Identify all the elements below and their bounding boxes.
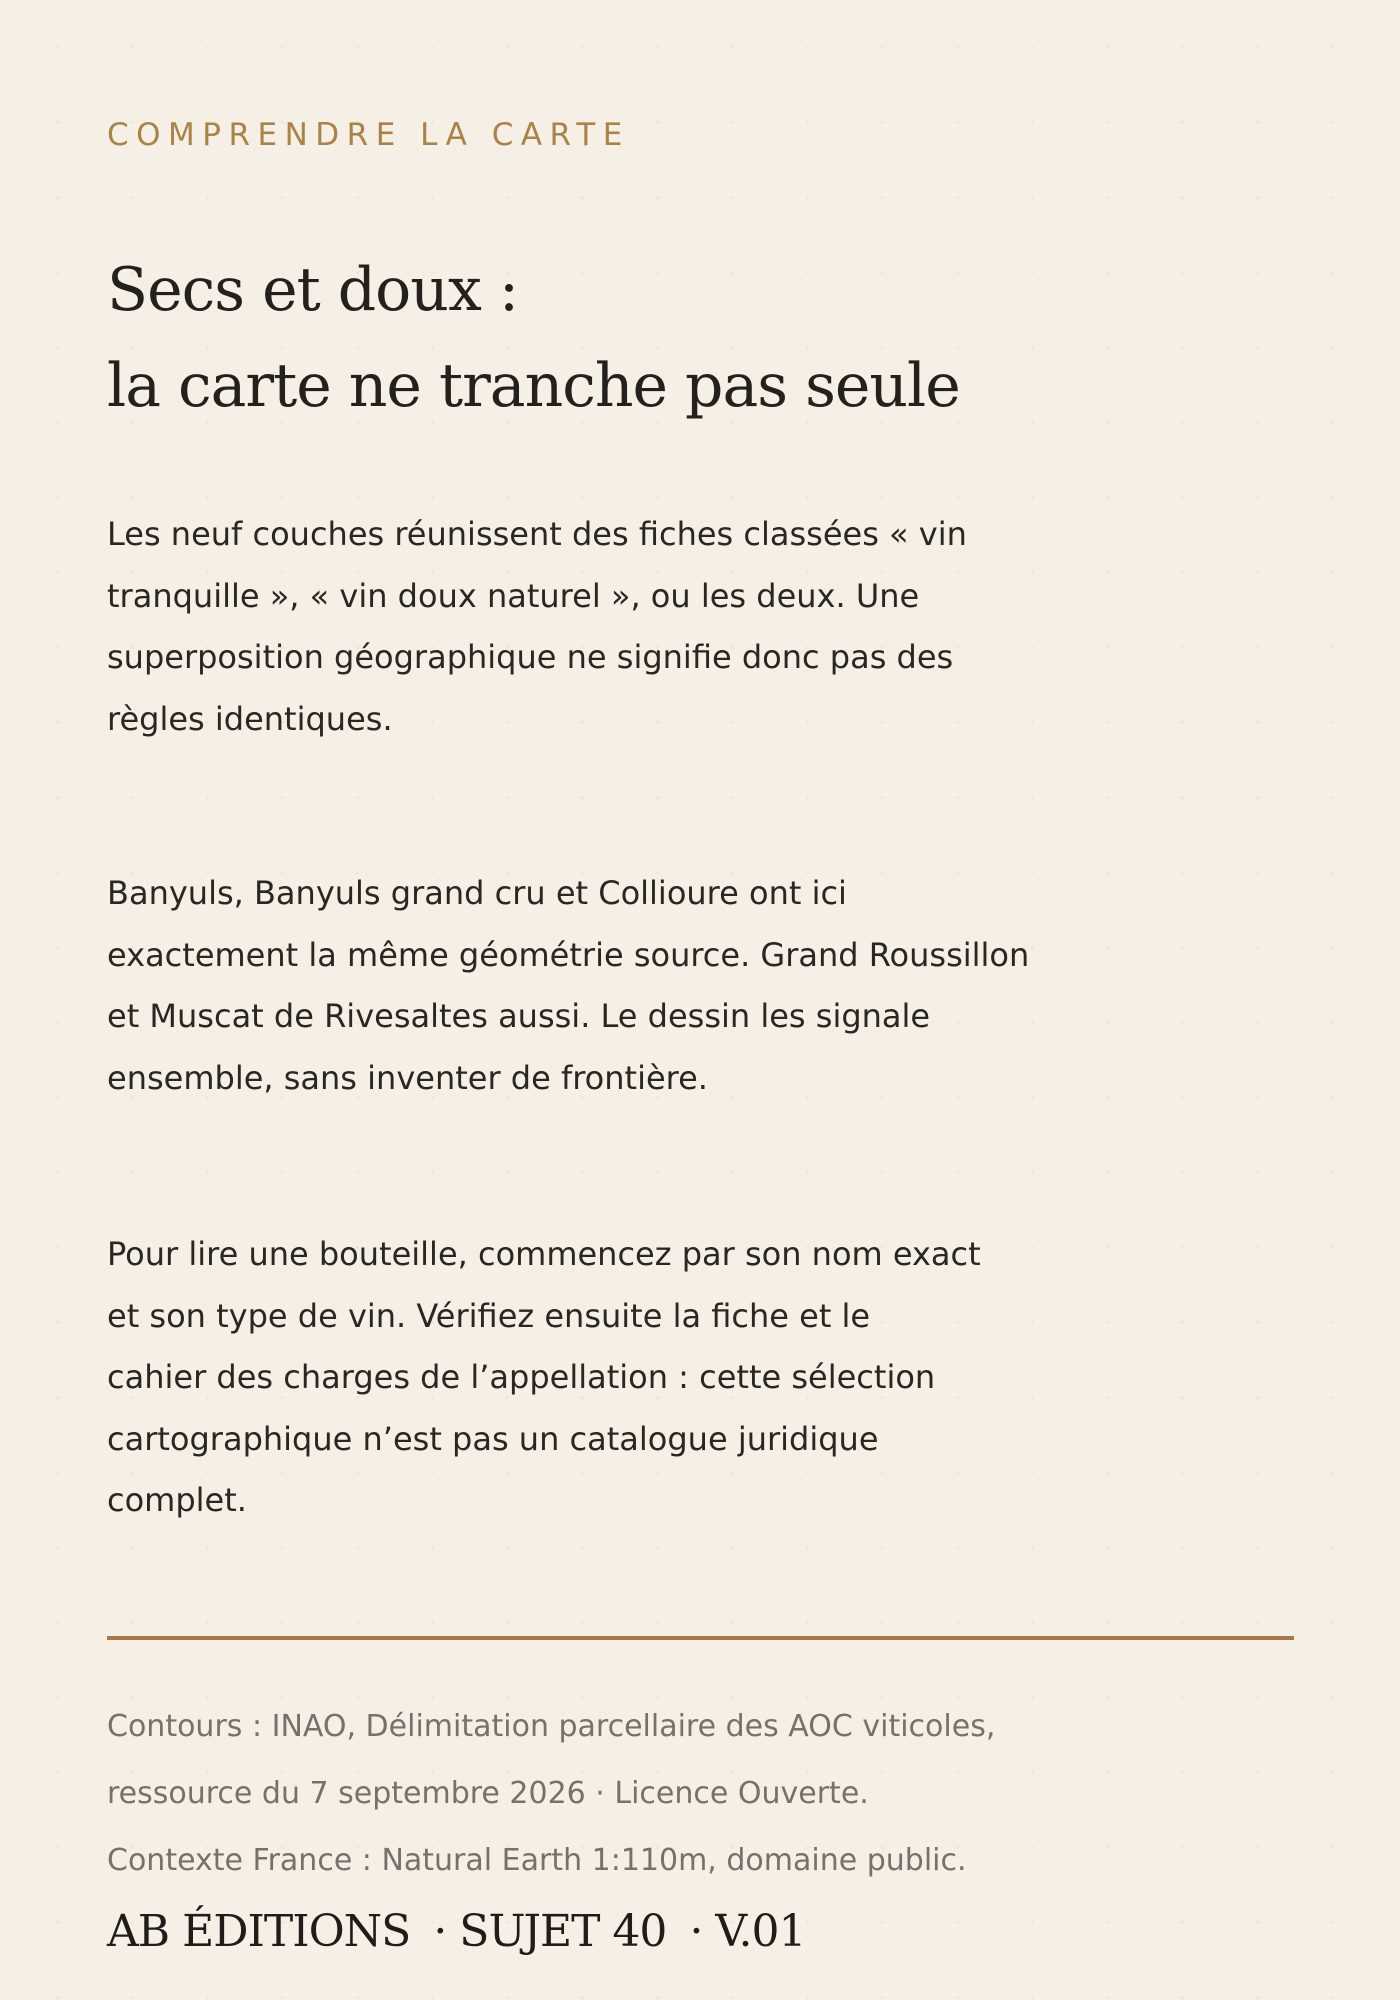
sources-line: ressource du 7 septembre 2026 · Licence Ouverte.	[107, 1776, 869, 1811]
sources-line: Contours : INAO, Délimitation parcellaire des AOC viticoles,	[107, 1709, 996, 1744]
page-title	[107, 242, 960, 434]
paragraph-line: Banyuls, Banyuls grand cru et Collioure ont ici	[107, 874, 847, 912]
paragraph-line: ensemble, sans inventer de frontière.	[107, 1058, 708, 1097]
paragraph-line: Pour lire une bouteille, commencez par son nom exact	[107, 1235, 981, 1273]
paragraph-line: superposition géographique ne signifie donc pas des	[107, 638, 954, 676]
sources-line: Contexte France : Natural Earth 1:110m, domaine public.	[107, 1843, 967, 1878]
paragraph-layers	[107, 504, 1077, 750]
version-label: · V.01	[689, 1906, 806, 1957]
divider-rule	[107, 1636, 1294, 1640]
paragraph-geometry	[107, 863, 1077, 1109]
paragraph-line: cartographique n’est pas un catalogue juridique	[107, 1419, 879, 1458]
paragraph-line: Les neuf couches réunissent des fiches classées « vin	[107, 515, 967, 553]
paragraph-line: tranquille », « vin doux naturel », ou les deux. Une	[107, 576, 920, 615]
paragraph-line: règles identiques.	[107, 699, 393, 738]
page	[107, 0, 1294, 2000]
subject-number: · SUJET 40	[433, 1906, 667, 1957]
publisher-name: AB ÉDITIONS	[107, 1906, 411, 1957]
paragraph-line: et Muscat de Rivesaltes aussi. Le dessin les signale	[107, 997, 931, 1035]
footer-imprint	[107, 1904, 805, 1960]
sources-note	[107, 1693, 995, 1894]
paragraph-reading	[107, 1224, 1077, 1532]
section-eyebrow: COMPRENDRE LA CARTE	[107, 117, 630, 153]
paragraph-line: et son type de vin. Vérifiez ensuite la fiche et le	[107, 1296, 871, 1335]
page-title-line-1: Secs et doux :	[107, 255, 519, 325]
paragraph-line: cahier des charges de l’appellation : cette sélection	[107, 1358, 936, 1396]
page-title-line-2: la carte ne tranche pas seule	[107, 351, 960, 421]
paragraph-line: exactement la même géométrie source. Grand Roussillon	[107, 935, 1030, 974]
paragraph-line: complet.	[107, 1481, 247, 1519]
